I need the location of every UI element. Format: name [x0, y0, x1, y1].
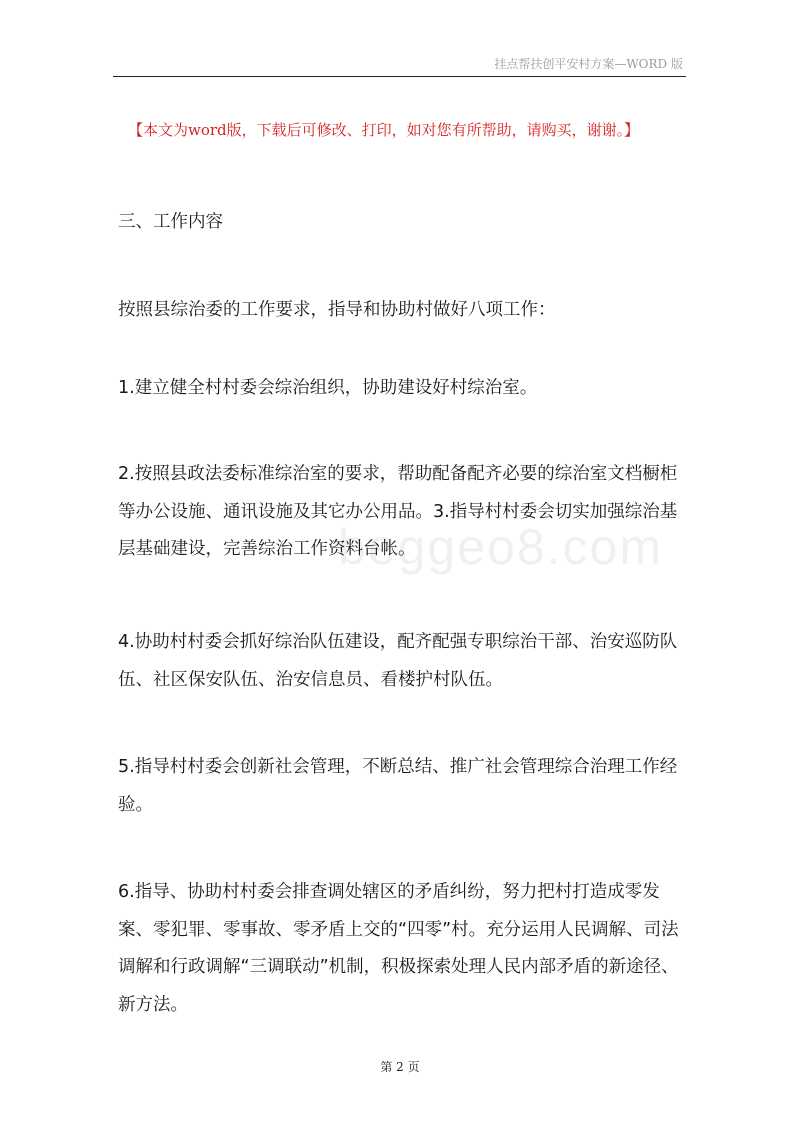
download-notice: 【本文为word版，下载后可修改、打印，如对您有所帮助，请购买，谢谢。】: [128, 121, 640, 139]
paragraph-item-6: 6.指导、协助村村委会排查调处辖区的矛盾纠纷，努力把村打造成零发案、零犯罪、零事故、零矛盾上交的“四零”村。充分运用人民调解、司法调解和行政调解“三调联动”机制，积极探索处理人民内部矛盾的新途径、新方法。: [118, 882, 679, 1015]
paragraph-intro: 按照县综治委的工作要求，指导和协助村做好八项工作：: [118, 300, 556, 320]
page-header: [113, 52, 686, 77]
page-number: 第 2 页: [380, 1060, 420, 1074]
paragraph-item-2-3: 2.按照县政法委标准综治室的要求，帮助配备配齐必要的综治室文档橱柜等办公设施、通讯设施及其它办公用品。3.指导村村委会切实加强综治基层基础建设，完善综治工作资料台帐。: [118, 464, 678, 559]
watermark: beggeo8.com: [338, 519, 664, 575]
paragraph-item-5: 5.指导村村委会创新社会管理，不断总结、推广社会管理综合治理工作经验。: [118, 757, 678, 815]
header-title: 挂点帮扶创平安村方案—WORD 版: [494, 57, 683, 71]
section-heading: 三、工作内容: [118, 212, 223, 232]
paragraph-item-1: 1.建立健全村村委会综治组织，协助建设好村综治室。: [118, 378, 538, 398]
paragraph-item-4: 4.协助村村委会抓好综治队伍建设，配齐配强专职综治干部、治安巡防队伍、社区保安队伍、治安信息员、看楼护村队伍。: [118, 632, 678, 690]
